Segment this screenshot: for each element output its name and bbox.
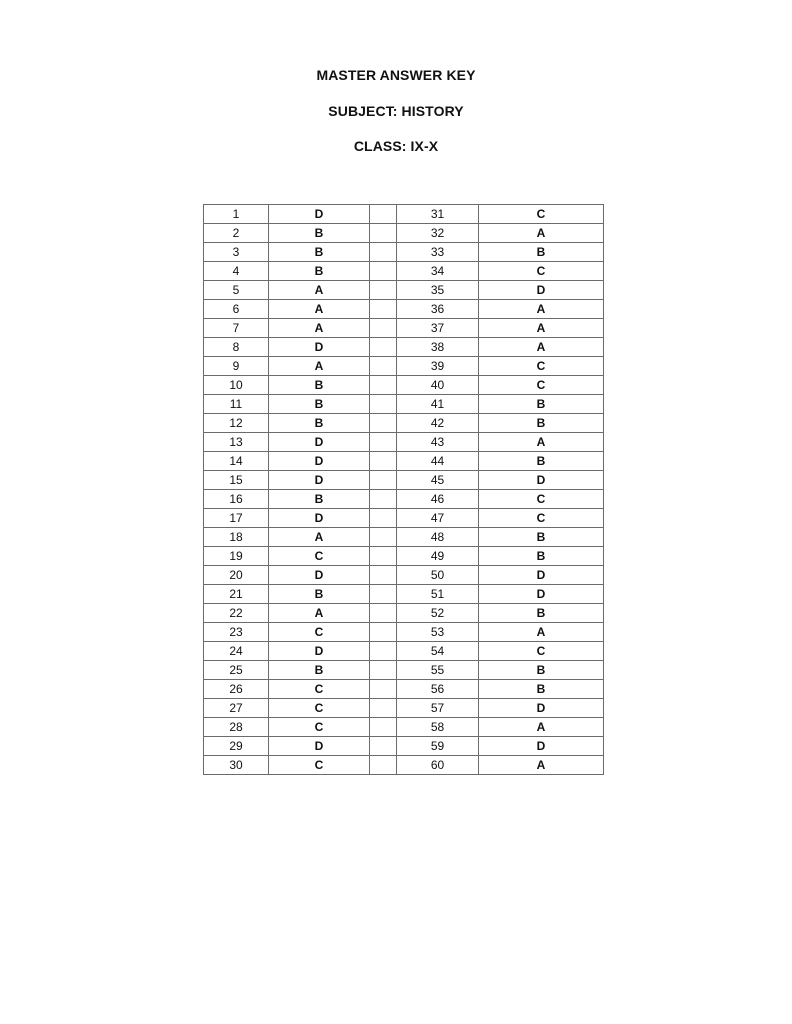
table-row bbox=[204, 661, 604, 680]
table-row bbox=[204, 300, 604, 319]
subject-heading: SUBJECT: HISTORY bbox=[328, 103, 464, 119]
question-number: 19 bbox=[204, 547, 269, 566]
spacer-cell bbox=[370, 699, 397, 718]
answer-letter: C bbox=[269, 680, 370, 699]
table-row bbox=[204, 699, 604, 718]
answer-letter: D bbox=[269, 205, 370, 224]
answer-letter: D bbox=[269, 471, 370, 490]
table-row bbox=[204, 585, 604, 604]
spacer-cell bbox=[370, 490, 397, 509]
answer-letter: A bbox=[479, 338, 604, 357]
answer-letter: B bbox=[479, 395, 604, 414]
table-row bbox=[204, 737, 604, 756]
spacer-cell bbox=[370, 205, 397, 224]
table-row bbox=[204, 471, 604, 490]
spacer-cell bbox=[370, 262, 397, 281]
table-row bbox=[204, 319, 604, 338]
table-row bbox=[204, 414, 604, 433]
question-number: 15 bbox=[204, 471, 269, 490]
question-number: 58 bbox=[397, 718, 479, 737]
spacer-cell bbox=[370, 395, 397, 414]
spacer-cell bbox=[370, 300, 397, 319]
answer-letter: B bbox=[479, 547, 604, 566]
answer-letter: D bbox=[269, 433, 370, 452]
answer-letter: C bbox=[479, 376, 604, 395]
spacer-cell bbox=[370, 338, 397, 357]
question-number: 14 bbox=[204, 452, 269, 471]
answer-key-body bbox=[204, 205, 604, 775]
answer-letter: C bbox=[269, 718, 370, 737]
answer-letter: B bbox=[269, 376, 370, 395]
question-number: 20 bbox=[204, 566, 269, 585]
spacer-cell bbox=[370, 414, 397, 433]
question-number: 21 bbox=[204, 585, 269, 604]
answer-letter: A bbox=[269, 319, 370, 338]
table-row bbox=[204, 566, 604, 585]
table-row bbox=[204, 756, 604, 775]
question-number: 34 bbox=[397, 262, 479, 281]
spacer-cell bbox=[370, 642, 397, 661]
answer-letter: C bbox=[269, 623, 370, 642]
question-number: 23 bbox=[204, 623, 269, 642]
table-row bbox=[204, 243, 604, 262]
table-row bbox=[204, 262, 604, 281]
question-number: 1 bbox=[204, 205, 269, 224]
answer-letter: C bbox=[479, 642, 604, 661]
answer-letter: D bbox=[479, 281, 604, 300]
question-number: 33 bbox=[397, 243, 479, 262]
question-number: 36 bbox=[397, 300, 479, 319]
question-number: 56 bbox=[397, 680, 479, 699]
spacer-cell bbox=[370, 680, 397, 699]
question-number: 9 bbox=[204, 357, 269, 376]
class-heading: CLASS: IX-X bbox=[353, 138, 439, 154]
answer-letter: C bbox=[479, 205, 604, 224]
answer-letter: A bbox=[269, 604, 370, 623]
question-number: 41 bbox=[397, 395, 479, 414]
spacer-cell bbox=[370, 756, 397, 775]
table-row bbox=[204, 281, 604, 300]
question-number: 59 bbox=[397, 737, 479, 756]
answer-letter: B bbox=[479, 243, 604, 262]
question-number: 25 bbox=[204, 661, 269, 680]
table-row bbox=[204, 395, 604, 414]
table-row bbox=[204, 338, 604, 357]
answer-letter: C bbox=[479, 357, 604, 376]
question-number: 2 bbox=[204, 224, 269, 243]
answer-letter: A bbox=[269, 281, 370, 300]
spacer-cell bbox=[370, 243, 397, 262]
question-number: 48 bbox=[397, 528, 479, 547]
question-number: 4 bbox=[204, 262, 269, 281]
question-number: 5 bbox=[204, 281, 269, 300]
question-number: 42 bbox=[397, 414, 479, 433]
answer-letter: B bbox=[269, 262, 370, 281]
answer-letter: B bbox=[269, 585, 370, 604]
spacer-cell bbox=[370, 452, 397, 471]
question-number: 18 bbox=[204, 528, 269, 547]
answer-letter: A bbox=[269, 528, 370, 547]
spacer-cell bbox=[370, 433, 397, 452]
question-number: 8 bbox=[204, 338, 269, 357]
table-row bbox=[204, 623, 604, 642]
question-number: 30 bbox=[204, 756, 269, 775]
table-row bbox=[204, 205, 604, 224]
question-number: 29 bbox=[204, 737, 269, 756]
table-row bbox=[204, 224, 604, 243]
answer-letter: C bbox=[269, 756, 370, 775]
answer-letter: B bbox=[479, 604, 604, 623]
question-number: 26 bbox=[204, 680, 269, 699]
table-row bbox=[204, 376, 604, 395]
question-number: 10 bbox=[204, 376, 269, 395]
question-number: 44 bbox=[397, 452, 479, 471]
answer-letter: A bbox=[479, 433, 604, 452]
answer-letter: C bbox=[479, 490, 604, 509]
question-number: 50 bbox=[397, 566, 479, 585]
answer-letter: C bbox=[269, 699, 370, 718]
question-number: 53 bbox=[397, 623, 479, 642]
answer-key-table bbox=[203, 204, 604, 775]
spacer-cell bbox=[370, 547, 397, 566]
spacer-cell bbox=[370, 319, 397, 338]
answer-letter: B bbox=[479, 528, 604, 547]
spacer-cell bbox=[370, 661, 397, 680]
table-row bbox=[204, 718, 604, 737]
answer-letter: A bbox=[479, 224, 604, 243]
question-number: 13 bbox=[204, 433, 269, 452]
spacer-cell bbox=[370, 718, 397, 737]
table-row bbox=[204, 357, 604, 376]
answer-letter: A bbox=[479, 718, 604, 737]
table-row bbox=[204, 547, 604, 566]
spacer-cell bbox=[370, 566, 397, 585]
spacer-cell bbox=[370, 585, 397, 604]
question-number: 54 bbox=[397, 642, 479, 661]
question-number: 27 bbox=[204, 699, 269, 718]
question-number: 52 bbox=[397, 604, 479, 623]
table-row bbox=[204, 604, 604, 623]
question-number: 6 bbox=[204, 300, 269, 319]
question-number: 60 bbox=[397, 756, 479, 775]
question-number: 28 bbox=[204, 718, 269, 737]
table-row bbox=[204, 680, 604, 699]
answer-letter: D bbox=[269, 737, 370, 756]
answer-letter: C bbox=[479, 262, 604, 281]
answer-letter: D bbox=[269, 509, 370, 528]
question-number: 55 bbox=[397, 661, 479, 680]
question-number: 46 bbox=[397, 490, 479, 509]
question-number: 51 bbox=[397, 585, 479, 604]
question-number: 38 bbox=[397, 338, 479, 357]
answer-letter: B bbox=[479, 414, 604, 433]
spacer-cell bbox=[370, 528, 397, 547]
question-number: 7 bbox=[204, 319, 269, 338]
answer-letter: C bbox=[479, 509, 604, 528]
question-number: 31 bbox=[397, 205, 479, 224]
question-number: 24 bbox=[204, 642, 269, 661]
table-row bbox=[204, 452, 604, 471]
answer-letter: B bbox=[269, 224, 370, 243]
question-number: 32 bbox=[397, 224, 479, 243]
question-number: 39 bbox=[397, 357, 479, 376]
answer-letter: D bbox=[479, 699, 604, 718]
answer-letter: A bbox=[479, 623, 604, 642]
question-number: 22 bbox=[204, 604, 269, 623]
answer-letter: A bbox=[479, 300, 604, 319]
answer-letter: B bbox=[479, 661, 604, 680]
spacer-cell bbox=[370, 224, 397, 243]
table-row bbox=[204, 509, 604, 528]
question-number: 16 bbox=[204, 490, 269, 509]
question-number: 12 bbox=[204, 414, 269, 433]
question-number: 17 bbox=[204, 509, 269, 528]
answer-letter: B bbox=[269, 661, 370, 680]
question-number: 47 bbox=[397, 509, 479, 528]
spacer-cell bbox=[370, 471, 397, 490]
spacer-cell bbox=[370, 509, 397, 528]
answer-letter: B bbox=[269, 395, 370, 414]
question-number: 37 bbox=[397, 319, 479, 338]
spacer-cell bbox=[370, 737, 397, 756]
spacer-cell bbox=[370, 623, 397, 642]
spacer-cell bbox=[370, 281, 397, 300]
question-number: 35 bbox=[397, 281, 479, 300]
question-number: 3 bbox=[204, 243, 269, 262]
answer-letter: D bbox=[269, 452, 370, 471]
answer-letter: A bbox=[269, 357, 370, 376]
table-row bbox=[204, 490, 604, 509]
answer-letter: B bbox=[479, 452, 604, 471]
table-row bbox=[204, 433, 604, 452]
spacer-cell bbox=[370, 604, 397, 623]
answer-letter: B bbox=[269, 243, 370, 262]
answer-letter: D bbox=[479, 566, 604, 585]
answer-letter: B bbox=[269, 414, 370, 433]
question-number: 57 bbox=[397, 699, 479, 718]
question-number: 40 bbox=[397, 376, 479, 395]
answer-letter: D bbox=[479, 737, 604, 756]
answer-letter: C bbox=[269, 547, 370, 566]
answer-letter: D bbox=[269, 642, 370, 661]
answer-letter: D bbox=[479, 585, 604, 604]
document-title: MASTER ANSWER KEY bbox=[316, 67, 476, 83]
question-number: 49 bbox=[397, 547, 479, 566]
spacer-cell bbox=[370, 357, 397, 376]
question-number: 11 bbox=[204, 395, 269, 414]
answer-letter: A bbox=[269, 300, 370, 319]
question-number: 43 bbox=[397, 433, 479, 452]
answer-letter: B bbox=[479, 680, 604, 699]
answer-letter: D bbox=[479, 471, 604, 490]
answer-letter: B bbox=[269, 490, 370, 509]
table-row bbox=[204, 528, 604, 547]
answer-letter: A bbox=[479, 319, 604, 338]
table-row bbox=[204, 642, 604, 661]
spacer-cell bbox=[370, 376, 397, 395]
question-number: 45 bbox=[397, 471, 479, 490]
answer-letter: D bbox=[269, 566, 370, 585]
answer-letter: A bbox=[479, 756, 604, 775]
answer-letter: D bbox=[269, 338, 370, 357]
